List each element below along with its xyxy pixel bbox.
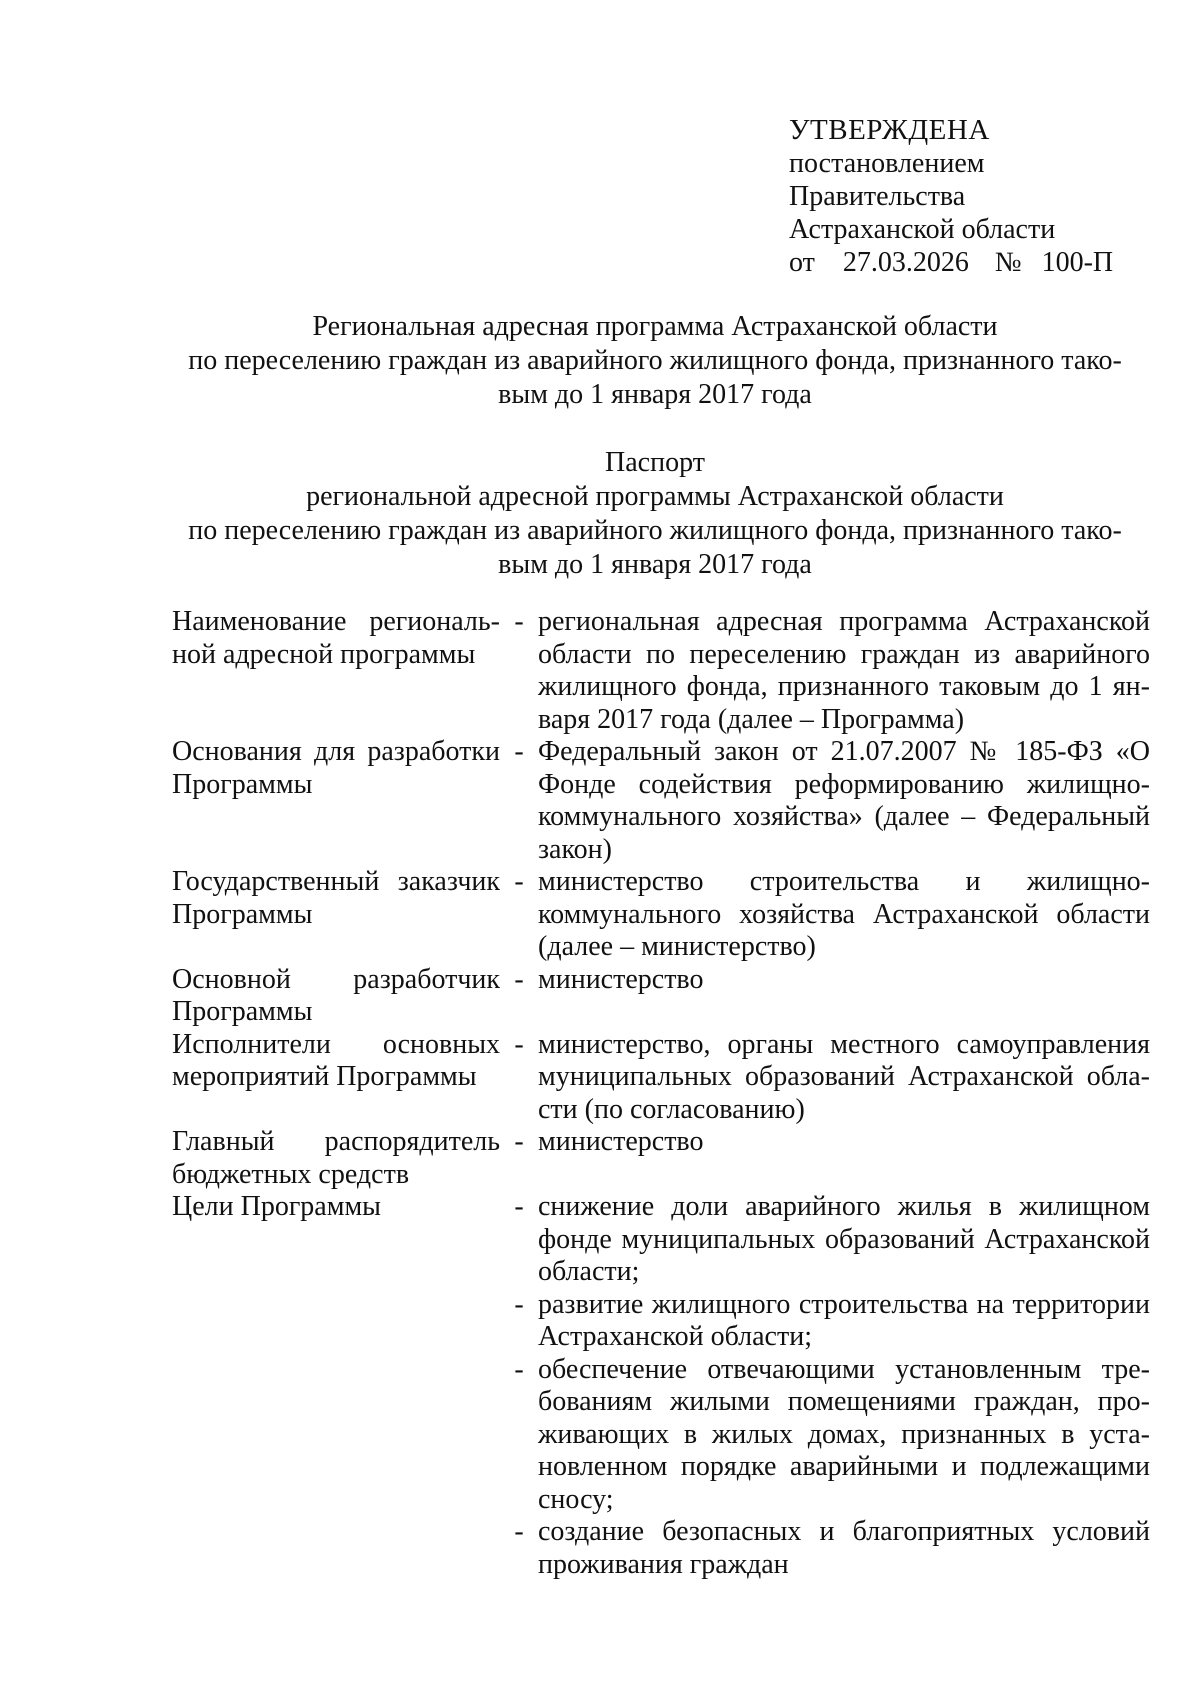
passport-title-line-2: региональной адресной программы Астраханской области (306, 481, 1004, 512)
passport-row-name (172, 606, 1150, 736)
passport-dash: - (514, 606, 524, 637)
approval-line-3: Правительства (789, 181, 966, 212)
program-title-line-2: по переселению граждан из аварийного жилищного фонда, признанного тако- (188, 345, 1122, 376)
passport-row-budget-manager (172, 1126, 1150, 1191)
passport-value: министерство (538, 963, 704, 995)
passport-dash: - (514, 1028, 524, 1060)
passport-value: министерство, органы местного самоуправления муниципальных образований Астраханской области (по согласованию) (538, 1028, 1150, 1125)
approval-date-line (789, 246, 1113, 279)
passport-label: Главный распорядитель бюджетных средств (172, 1126, 500, 1190)
goal-dash: - (514, 1516, 524, 1547)
approval-date-prefix: от (789, 247, 815, 278)
approval-line-4: Астраханской области (789, 214, 1056, 245)
passport-row-customer (172, 866, 1150, 964)
passport-row-executors (172, 1029, 1150, 1127)
goal-text: создание безопасных и благоприятных условий проживания граждан (538, 1516, 1150, 1580)
goal-text: обеспечение отвечающими установленным требованиям жилыми помещениями граждан, проживающих в жилых домах, признанных в установленном порядке аварийными и подлежащими сносу; (538, 1353, 1150, 1515)
passport-title-line-3: по переселению граждан из аварийного жилищного фонда, признанного тако- (188, 515, 1122, 546)
goal-item (514, 1516, 1150, 1581)
passport-label: Основания для разработки Программы (172, 736, 500, 800)
passport-label: Наименование региональной адресной программы (172, 606, 500, 670)
passport-value: Федеральный закон от 21.07.2007 № 185-ФЗ «О Фонде содействия реформированию жилищно-коммунального хозяйства» (далее – Федеральный закон) (538, 736, 1150, 865)
goal-item (514, 1288, 1150, 1354)
passport-dash: - (514, 736, 524, 767)
goal-text: снижение доли аварийного жилья в жилищном фонде муниципальных образований Астраханской области; (538, 1191, 1150, 1287)
goal-dash: - (514, 1288, 524, 1320)
passport-table (172, 606, 1150, 1581)
passport-label: Исполнители основных мероприятий Программы (172, 1028, 500, 1092)
approval-status: УТВЕРЖДЕНА (789, 114, 990, 146)
passport-value: министерство строительства и жилищно-коммунального хозяйства Астраханской области (далее – министерство) (538, 866, 1150, 962)
goal-item (514, 1191, 1150, 1289)
passport-label: Основной разработчик Программы (172, 963, 500, 1027)
passport-row-developer (172, 964, 1150, 1029)
passport-title (170, 446, 1140, 582)
passport-row-basis (172, 736, 1150, 866)
goal-text: развитие жилищного строительства на территории Астраханской области; (538, 1288, 1150, 1352)
passport-dash: - (514, 963, 524, 995)
passport-label: Государственный заказчик Программы (172, 866, 500, 930)
passport-row-goals (172, 1191, 1150, 1581)
approval-date: 27.03.2026 (842, 247, 969, 278)
passport-dash: - (514, 1126, 524, 1157)
program-title (170, 310, 1140, 412)
passport-label: Цели Программы (172, 1191, 381, 1222)
goals-list (514, 1191, 1150, 1581)
passport-dash: - (514, 866, 524, 897)
approval-stamp (789, 114, 1113, 279)
program-title-line-3: вым до 1 января 2017 года (498, 379, 812, 410)
program-title-line-1: Региональная адресная программа Астраханской области (312, 311, 998, 342)
goal-dash: - (514, 1353, 524, 1385)
goal-item (514, 1353, 1150, 1517)
passport-title-line-4: вым до 1 января 2017 года (498, 549, 812, 580)
approval-number-sign: № (994, 247, 1022, 278)
passport-title-line-1: Паспорт (605, 447, 705, 478)
approval-line-2: постановлением (789, 148, 985, 179)
goal-dash: - (514, 1191, 524, 1222)
passport-value: министерство (538, 1126, 704, 1157)
passport-value: региональная адресная программа Астраханской области по переселению граждан из аварийного жилищного фонда, признанного таковым до 1 января 2017 года (далее – Программа) (538, 606, 1150, 735)
approval-number: 100-П (1041, 247, 1114, 278)
